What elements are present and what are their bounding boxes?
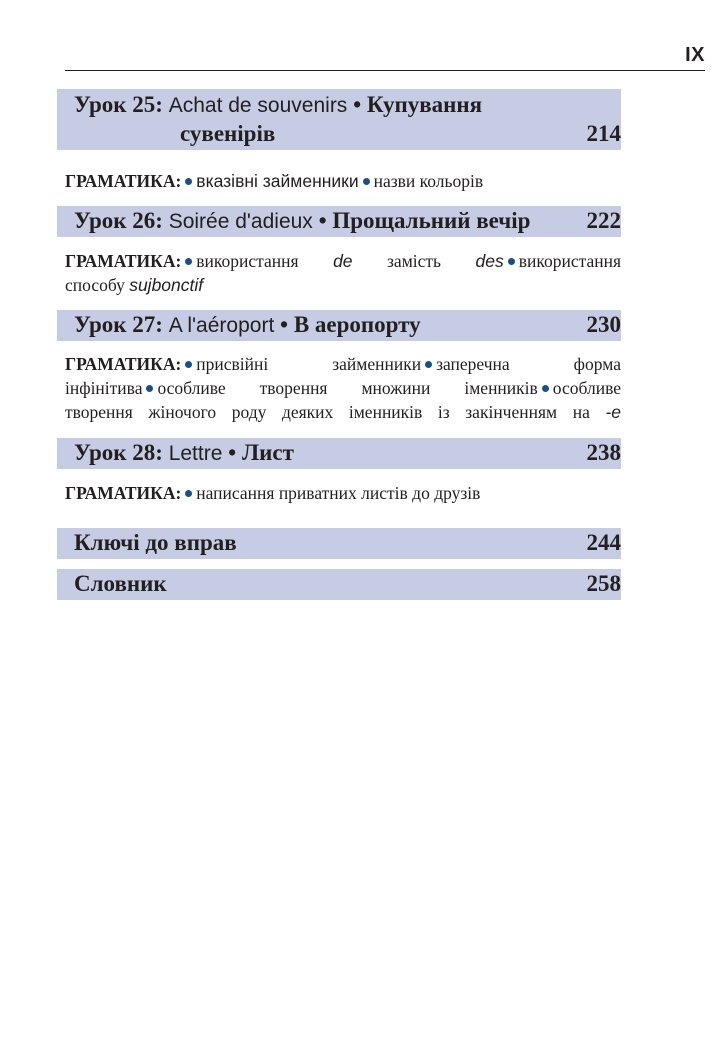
grammar-label: ГРАМАТИКА: — [65, 171, 182, 191]
grammar-text: способу — [65, 275, 125, 295]
grammar-term: des — [475, 251, 504, 271]
section-page-number: 244 — [586, 530, 621, 555]
bullet-icon — [508, 258, 515, 265]
grammar-term: -e — [605, 402, 622, 422]
section-page-number: 258 — [586, 571, 621, 596]
grammar-text: творення жіночого роду деяких іменників із закінченням на — [65, 402, 590, 422]
lesson-title-ukrainian-cont: сувенірів — [180, 121, 276, 146]
bullet-icon — [363, 178, 370, 185]
lesson-page-number: 214 — [586, 121, 621, 146]
bullet-icon — [185, 178, 192, 185]
lesson-title-french: A l'aéroport — [168, 314, 275, 337]
lesson-title-ukrainian: Лист — [241, 440, 294, 465]
page-number: IX — [685, 44, 705, 66]
lesson-25-grammar — [65, 169, 621, 193]
grammar-text: використання — [196, 251, 299, 271]
lesson-page-number: 230 — [586, 312, 621, 337]
grammar-label: ГРАМАТИКА: — [65, 483, 182, 503]
grammar-text: інфінітива — [65, 378, 143, 398]
grammar-text: присвійні займенники — [196, 354, 422, 374]
lesson-27-heading[interactable]: Урок 27: A l'aéroport • В аеропорту 230 — [57, 310, 621, 341]
lesson-prefix: Урок 28: — [74, 440, 169, 465]
bullet-icon — [185, 490, 192, 497]
lesson-25-heading[interactable]: Урок 25: Achat de souvenirs • Купування сувенірів 214 — [57, 89, 621, 150]
grammar-item: назви кольорів — [373, 171, 484, 191]
answer-keys-heading[interactable] — [57, 528, 621, 559]
lesson-title-french: Achat de souvenirs — [168, 94, 348, 117]
lesson-prefix: Урок 27: — [74, 312, 169, 337]
bullet-icon — [185, 361, 192, 368]
grammar-text: заперечна форма — [436, 354, 621, 374]
grammar-label: ГРАМАТИКА: — [65, 354, 182, 374]
header-rule — [65, 70, 705, 71]
bullet-icon — [425, 361, 432, 368]
grammar-term: de — [333, 251, 353, 271]
lesson-title-ukrainian: В аеропорту — [293, 312, 421, 337]
lesson-page-number: 222 — [586, 208, 621, 233]
bullet-icon — [542, 385, 549, 392]
lesson-title-ukrainian: Прощальний вечір — [332, 208, 531, 233]
grammar-text: особливе творення множини іменників — [157, 378, 538, 398]
grammar-text: особливе — [552, 378, 621, 398]
lesson-title-ukrainian: Купування — [366, 92, 483, 117]
lesson-title-french: Soirée d'adieux — [168, 210, 313, 233]
grammar-item: вказівні займенники — [196, 171, 359, 191]
lesson-28-heading[interactable]: Урок 28: Lettre • Лист 238 — [57, 438, 621, 469]
grammar-term: sujbonctif — [129, 275, 204, 295]
bullet-icon — [146, 385, 153, 392]
section-title: Словник — [74, 571, 167, 596]
lesson-28-grammar — [65, 481, 621, 505]
grammar-text: використання — [518, 251, 622, 271]
grammar-item: написання приватних листів до друзів — [196, 483, 481, 503]
lesson-prefix: Урок 25: — [74, 92, 169, 117]
grammar-text: замість — [387, 251, 442, 271]
bullet-icon — [185, 258, 192, 265]
lesson-title-french: Lettre — [168, 442, 223, 465]
grammar-label: ГРАМАТИКА: — [65, 251, 182, 271]
lesson-page-number: 238 — [586, 440, 621, 465]
dictionary-heading[interactable] — [57, 569, 621, 600]
lesson-27-grammar — [65, 352, 621, 424]
lesson-26-grammar — [65, 249, 621, 297]
section-title: Ключі до вправ — [74, 530, 237, 555]
lesson-26-heading[interactable]: Урок 26: Soirée d'adieux • Прощальний вечір 222 — [57, 206, 621, 237]
lesson-prefix: Урок 26: — [74, 208, 169, 233]
